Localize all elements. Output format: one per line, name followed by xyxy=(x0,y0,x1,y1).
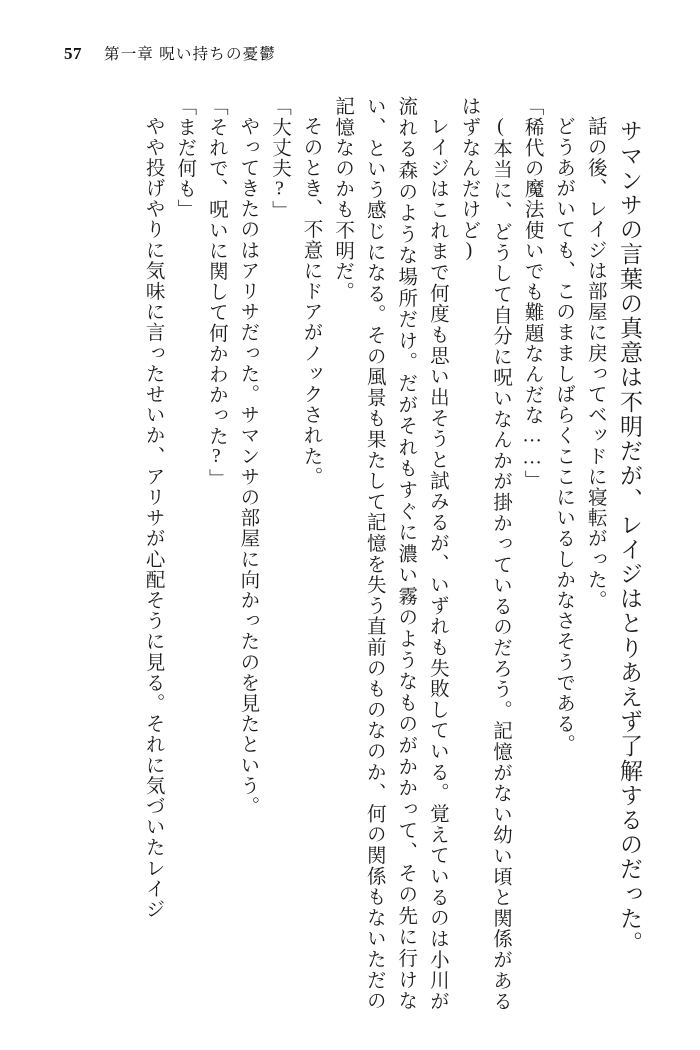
paragraph: やってきたのはアリサだった。サマンサの部屋に向かったのを見たという。 xyxy=(237,115,259,816)
paragraph: 「大丈夫?」 xyxy=(268,96,290,222)
running-head xyxy=(64,42,276,64)
chapter-title: 第一章 呪い持ちの憂鬱 xyxy=(104,46,277,63)
paragraph: どうあがいても、このまましばらくここにいるしかなさそうである。 xyxy=(553,115,575,755)
paragraph: やや投げやりに気味に言ったせいか、アリサが心配そうに見る。それに気づいたレイジ xyxy=(142,115,164,919)
paragraph: 話の後、レイジは部屋に戻ってベッドに寝転がった。 xyxy=(584,115,606,610)
vertical-text-body xyxy=(48,96,648,1011)
paragraph: そのとき、不意にドアがノックされた。 xyxy=(300,115,322,487)
page-number: 57 xyxy=(64,44,82,63)
paragraph: 「稀代の魔法使いでも難題なんだな……」 xyxy=(521,96,543,491)
paragraph: サマンサの言葉の真意は不明だが、レイジはとりあえず了解するのだった。 xyxy=(617,119,642,956)
paragraph: 「まだ何も」 xyxy=(174,96,196,220)
paragraph: (本当に、どうして自分に呪いなんかが掛かっているのだろう。記憶がない幼い頃と関係があるはずなんだけど) xyxy=(458,96,512,1011)
paragraph: 「それで、呪いに関して何かわかった?」 xyxy=(205,96,227,489)
paragraph: レイジはこれまで何度も思い出そうと試みるが、いずれも失敗している。覚えているのは小川が流れる森のような場所だけ。だがそれもすぐに濃い霧のようなものがかかって、その先に行けない、という感じになる。その風景も果たして記憶を失う直前のものなのか、何の関係もないただの記憶なのかも不明だ。 xyxy=(332,96,448,1011)
